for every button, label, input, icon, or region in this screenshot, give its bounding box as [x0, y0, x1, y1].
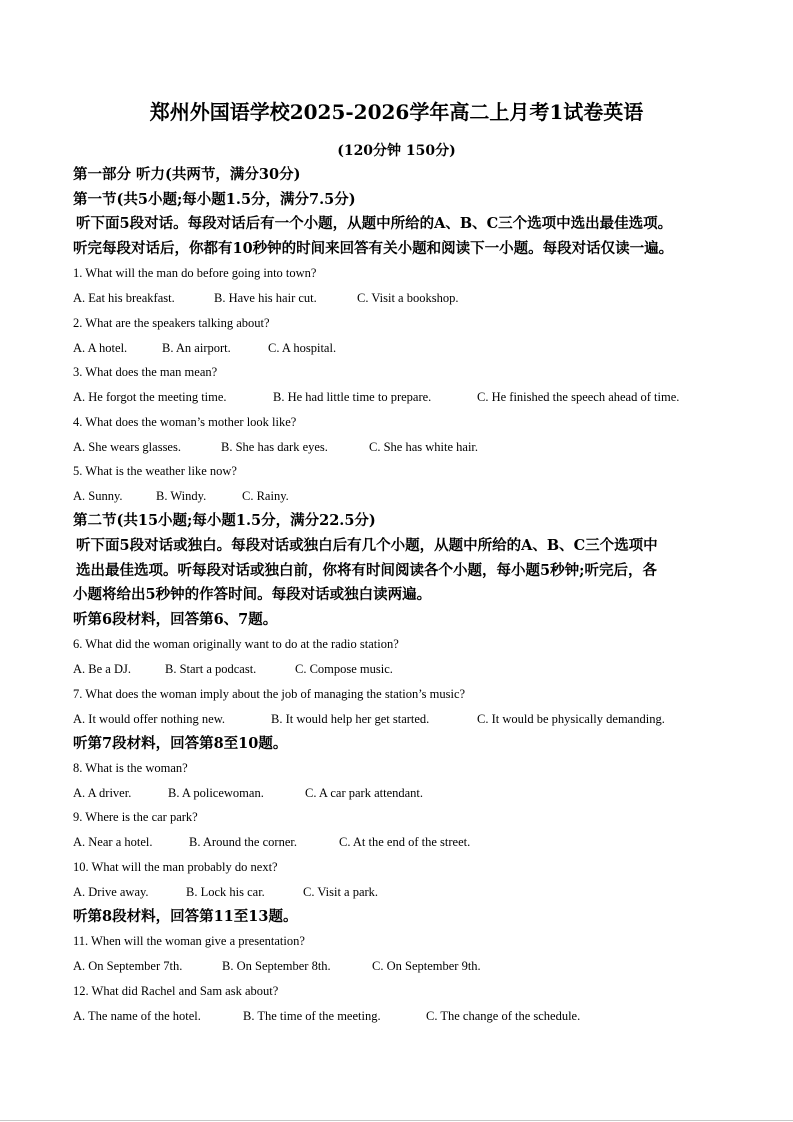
- option-c: C. Visit a park.: [303, 885, 379, 899]
- question-9: 9. Where is the car park?: [73, 810, 198, 824]
- option-a: A. It would offer nothing new.: [73, 712, 226, 726]
- option-b: B. A policewoman.: [168, 786, 264, 800]
- option-b: B. On September 8th.: [222, 959, 331, 973]
- section2-heading: 第二节(共15小题;每小题1.5分，满分22.5分): [73, 512, 376, 529]
- option-b: B. It would help her get started.: [271, 712, 430, 726]
- page-edge-divider: [0, 1120, 793, 1121]
- option-a: A. The name of the hotel.: [73, 1009, 201, 1023]
- question-11: 11. When will the woman give a presentation?: [73, 934, 305, 948]
- option-a: A. Drive away.: [73, 885, 149, 899]
- material-8-heading: 听第8段材料，回答第11至13题。: [73, 908, 298, 925]
- question-4: 4. What does the woman’s mother look like?: [73, 415, 297, 429]
- option-b: B. Start a podcast.: [165, 662, 257, 676]
- option-b: B. An airport.: [162, 341, 231, 355]
- question-6: 6. What did the woman originally want to do at the radio station?: [73, 637, 399, 651]
- option-b: B. Windy.: [156, 489, 207, 503]
- option-c: C. It would be physically demanding.: [477, 712, 665, 726]
- option-c: C. Compose music.: [295, 662, 393, 676]
- option-c: C. She has white hair.: [369, 440, 479, 454]
- question-10: 10. What will the man probably do next?: [73, 860, 278, 874]
- option-c: C. A car park attendant.: [305, 786, 424, 800]
- option-c: C. Rainy.: [242, 489, 289, 503]
- question-5: 5. What is the weather like now?: [73, 464, 237, 478]
- option-b: B. Around the corner.: [189, 835, 297, 849]
- material-7-heading: 听第7段材料，回答第8至10题。: [73, 735, 288, 752]
- option-c: C. He finished the speech ahead of time.: [477, 390, 680, 404]
- option-c: C. A hospital.: [268, 341, 337, 355]
- option-c: C. At the end of the street.: [339, 835, 471, 849]
- section2-instructions-line2: 选出最佳选项。听每段对话或独白前，你将有时间阅读各个小题，每小题5秒钟;听完后，各: [76, 562, 657, 579]
- material-6-heading: 听第6段材料，回答第6、7题。: [73, 611, 278, 628]
- option-c: C. Visit a bookshop.: [357, 291, 459, 305]
- section2-instructions-line1: 听下面5段对话或独白。每段对话或独白后有几个小题，从题中所给的A、B、C三个选项中: [76, 537, 658, 554]
- exam-duration-score: (120分钟 150分): [337, 143, 456, 159]
- option-a: A. She wears glasses.: [73, 440, 181, 454]
- question-3: 3. What does the man mean?: [73, 365, 218, 379]
- page-title: 郑州外国语学校2025-2026学年高二上月考1试卷英语: [149, 100, 644, 124]
- section1-instructions-line1: 听下面5段对话。每段对话后有一个小题，从题中所给的A、B、C三个选项中选出最佳选项。: [76, 215, 673, 232]
- option-a: A. Near a hotel.: [73, 835, 153, 849]
- option-a: A. A hotel.: [73, 341, 128, 355]
- option-a: A. A driver.: [73, 786, 132, 800]
- option-c: C. On September 9th.: [372, 959, 481, 973]
- option-a: A. Eat his breakfast.: [73, 291, 175, 305]
- option-b: B. The time of the meeting.: [243, 1009, 381, 1023]
- section2-instructions-line3: 小题将给出5秒钟的作答时间。每段对话或独白读两遍。: [73, 586, 432, 603]
- question-12: 12. What did Rachel and Sam ask about?: [73, 984, 279, 998]
- section1-heading: 第一节(共5小题;每小题1.5分，满分7.5分): [73, 191, 356, 208]
- option-b: B. He had little time to prepare.: [273, 390, 432, 404]
- section1-instructions-line2: 听完每段对话后，你都有10秒钟的时间来回答有关小题和阅读下一小题。每段对话仅读一遍。: [73, 240, 674, 257]
- option-a: A. Be a DJ.: [73, 662, 131, 676]
- option-a: A. He forgot the meeting time.: [73, 390, 227, 404]
- question-1: 1. What will the man do before going into town?: [73, 266, 317, 280]
- part-heading: 第一部分 听力(共两节，满分30分): [73, 166, 301, 183]
- option-a: A. Sunny.: [73, 489, 123, 503]
- option-b: B. She has dark eyes.: [221, 440, 328, 454]
- question-7: 7. What does the woman imply about the job of managing the station’s music?: [73, 687, 466, 701]
- question-8: 8. What is the woman?: [73, 761, 188, 775]
- option-b: B. Have his hair cut.: [214, 291, 317, 305]
- option-c: C. The change of the schedule.: [426, 1009, 581, 1023]
- option-b: B. Lock his car.: [186, 885, 265, 899]
- option-a: A. On September 7th.: [73, 959, 183, 973]
- question-2: 2. What are the speakers talking about?: [73, 316, 270, 330]
